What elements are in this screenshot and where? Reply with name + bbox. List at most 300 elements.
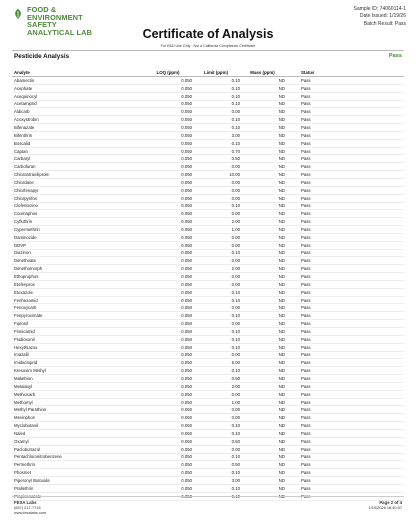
page-subtitle: For R&D Use Only · Not a California Compliance Certificate: [160, 44, 256, 48]
table-row: [12, 383, 404, 391]
cell-loq: 0.050: [181, 132, 192, 138]
cell-limit: 0.00: [231, 164, 240, 170]
table-row: [12, 422, 404, 430]
cell-mass: ND: [278, 274, 285, 280]
table-row: [12, 391, 404, 399]
table-row: [12, 257, 404, 265]
cell-status: Pass: [301, 250, 311, 256]
table-row: [12, 328, 404, 336]
cell-limit: 0.50: [231, 462, 240, 468]
cell-loq: 0.050: [181, 360, 192, 366]
cell-status: Pass: [301, 493, 311, 499]
cell-limit: 2.00: [231, 266, 240, 272]
cell-loq: 0.050: [181, 368, 192, 374]
cell-loq: 0.050: [181, 430, 192, 436]
cell-loq: 0.050: [181, 242, 192, 248]
sample-meta: [354, 6, 406, 28]
cell-status: Pass: [301, 336, 311, 342]
cell-analyte: Methomyl: [14, 399, 33, 405]
cell-analyte: Chlordane: [14, 179, 34, 185]
cell-limit: 0.10: [231, 77, 240, 83]
cell-limit: 5.00: [231, 360, 240, 366]
batch-result: Batch Result: Pass: [363, 20, 406, 27]
cell-limit: 0.10: [231, 250, 240, 256]
cell-limit: 0.00: [231, 195, 240, 201]
table-row: [12, 108, 404, 116]
cell-analyte: Chlorfenapyr: [14, 187, 39, 193]
cell-mass: ND: [278, 250, 285, 256]
cell-mass: ND: [278, 124, 285, 130]
cell-loq: 0.050: [181, 289, 192, 295]
table-row: [12, 85, 404, 93]
cell-status: Pass: [301, 430, 311, 436]
cell-status: Pass: [301, 77, 311, 83]
logo-line: FOOD &: [27, 5, 57, 14]
cell-mass: ND: [278, 368, 285, 374]
cell-mass: ND: [278, 360, 285, 366]
cell-loq: 0.050: [181, 321, 192, 327]
cell-status: Pass: [301, 470, 311, 476]
cell-loq: 0.050: [181, 117, 192, 123]
table-row: [12, 163, 404, 171]
cell-status: Pass: [301, 477, 311, 483]
table-row: [12, 171, 404, 179]
cell-status: Pass: [301, 101, 311, 107]
cell-mass: ND: [278, 187, 285, 193]
table-row: [12, 344, 404, 352]
cell-status: Pass: [301, 274, 311, 280]
cell-status: Pass: [301, 203, 311, 209]
cell-mass: ND: [278, 446, 285, 452]
cell-analyte: Chlorantraniliprole: [14, 172, 49, 178]
print-timestamp: 1/19/2026 16:40:57: [368, 505, 402, 511]
cell-analyte: Fludioxonil: [14, 336, 35, 342]
cell-limit: 0.10: [231, 203, 240, 209]
cell-analyte: Boscalid: [14, 140, 31, 146]
cell-mass: ND: [278, 462, 285, 468]
lab-logo-icon: [12, 8, 24, 20]
cell-limit: 0.10: [231, 93, 240, 99]
cell-loq: 0.050: [181, 219, 192, 225]
cell-analyte: Fenhexamid: [14, 297, 38, 303]
table-row: [12, 375, 404, 383]
cell-loq: 0.050: [181, 391, 192, 397]
logo-line: SAFETY: [27, 20, 57, 30]
cell-mass: ND: [278, 321, 285, 327]
cell-loq: 0.050: [181, 195, 192, 201]
cell-analyte: Piperonyl Butoxide: [14, 477, 50, 483]
cell-limit: 0.00: [231, 187, 240, 193]
cell-analyte: Metalaxyl: [14, 383, 33, 389]
table-row: [12, 367, 404, 375]
footer-website[interactable]: www.fesalabs.com: [14, 510, 47, 516]
footer-phone: (657) 217-7716: [14, 505, 41, 511]
table-row: [12, 297, 404, 305]
cell-status: Pass: [301, 297, 311, 303]
cell-analyte: Prallethrin: [14, 485, 34, 491]
cell-mass: ND: [278, 179, 285, 185]
cell-mass: ND: [278, 226, 285, 232]
cell-mass: ND: [278, 383, 285, 389]
cell-loq: 0.050: [181, 156, 192, 162]
cell-mass: ND: [278, 172, 285, 178]
cell-loq: 0.050: [181, 250, 192, 256]
cell-mass: ND: [278, 415, 285, 421]
cell-analyte: Ethoprophos: [14, 274, 39, 280]
table-row: [12, 234, 404, 242]
table-row: [12, 203, 404, 211]
cell-status: Pass: [301, 172, 311, 178]
cell-loq: 0.050: [181, 226, 192, 232]
date-issued: Date Issued: 1/19/26: [359, 13, 406, 20]
cell-analyte: Etoxazole: [14, 289, 33, 295]
cell-analyte: Permethrin: [14, 462, 36, 468]
cell-mass: ND: [278, 93, 285, 99]
table-row: [12, 359, 404, 367]
cell-limit: 0.50: [231, 375, 240, 381]
cell-loq: 0.050: [181, 211, 192, 217]
cell-status: Pass: [301, 407, 311, 413]
cell-loq: 0.050: [181, 493, 192, 499]
cell-loq: 0.050: [181, 258, 192, 264]
cell-limit: 2.00: [231, 383, 240, 389]
cell-status: Pass: [301, 195, 311, 201]
cell-loq: 0.050: [181, 93, 192, 99]
table-row: [12, 210, 404, 218]
cell-analyte: Paclobutrazol: [14, 446, 41, 452]
cell-limit: 1.00: [231, 399, 240, 405]
table-body: [12, 77, 404, 501]
cell-analyte: Carbaryl: [14, 156, 31, 162]
cell-limit: 0.10: [231, 430, 240, 436]
cell-limit: 0.10: [231, 344, 240, 350]
table-row: [12, 320, 404, 328]
table-row: [12, 312, 404, 320]
cell-loq: 0.050: [181, 164, 192, 170]
cell-analyte: Diazinon: [14, 250, 31, 256]
table-row: [12, 140, 404, 148]
cell-analyte: Aldicarb: [14, 109, 30, 115]
cell-limit: 0.10: [231, 297, 240, 303]
table-row: [12, 265, 404, 273]
cell-status: Pass: [301, 109, 311, 115]
cell-mass: ND: [278, 430, 285, 436]
cell-limit: 0.00: [231, 234, 240, 240]
header-limit: Limit (ppm): [204, 70, 228, 75]
cell-limit: 0.00: [231, 179, 240, 185]
cell-status: Pass: [301, 148, 311, 154]
cell-limit: 0.10: [231, 289, 240, 295]
cell-loq: 0.050: [181, 109, 192, 115]
cell-mass: ND: [278, 85, 285, 91]
cell-mass: ND: [278, 454, 285, 460]
table-row: [12, 304, 404, 312]
pesticide-table: [12, 67, 404, 501]
cell-limit: 0.50: [231, 156, 240, 162]
cell-limit: 0.00: [231, 352, 240, 358]
cell-limit: 0.10: [231, 470, 240, 476]
cell-limit: 0.00: [231, 211, 240, 217]
table-row: [12, 242, 404, 250]
cell-status: Pass: [301, 219, 311, 225]
cell-mass: ND: [278, 336, 285, 342]
cell-analyte: Etofenprox: [14, 281, 35, 287]
table-row: [12, 430, 404, 438]
cell-status: Pass: [301, 266, 311, 272]
cell-limit: 1.00: [231, 226, 240, 232]
cell-status: Pass: [301, 352, 311, 358]
cell-status: Pass: [301, 368, 311, 374]
cell-status: Pass: [301, 305, 311, 311]
cell-mass: ND: [278, 211, 285, 217]
cell-loq: 0.050: [181, 336, 192, 342]
cell-mass: ND: [278, 352, 285, 358]
cell-analyte: Acetamiprid: [14, 101, 37, 107]
table-row: [12, 195, 404, 203]
cell-loq: 0.050: [181, 407, 192, 413]
cell-loq: 0.050: [181, 124, 192, 130]
footer-org: FESA Labs: [14, 500, 37, 505]
table-row: [12, 469, 404, 477]
cell-mass: ND: [278, 328, 285, 334]
table-row: [12, 155, 404, 163]
cell-limit: 0.10: [231, 485, 240, 491]
cell-status: Pass: [301, 375, 311, 381]
header-mass: Mass (ppm): [250, 70, 275, 75]
cell-mass: ND: [278, 101, 285, 107]
cell-status: Pass: [301, 156, 311, 162]
cell-analyte: Bifenazate: [14, 124, 35, 130]
cell-analyte: Propiconazole: [14, 493, 42, 499]
cell-mass: ND: [278, 297, 285, 303]
cell-loq: 0.050: [181, 344, 192, 350]
cell-status: Pass: [301, 132, 311, 138]
cell-loq: 0.050: [181, 423, 192, 429]
cell-loq: 0.050: [181, 415, 192, 421]
table-row: [12, 477, 404, 485]
cell-limit: 0.00: [231, 258, 240, 264]
cell-analyte: Myclobutanil: [14, 423, 38, 429]
table-row: [12, 336, 404, 344]
cell-mass: ND: [278, 203, 285, 209]
cell-analyte: Flonicamid: [14, 328, 35, 334]
cell-mass: ND: [278, 305, 285, 311]
cell-limit: 0.70: [231, 148, 240, 154]
section-title: Pesticide Analysis: [14, 53, 70, 60]
cell-limit: 0.10: [231, 454, 240, 460]
table-row: [12, 446, 404, 454]
cell-status: Pass: [301, 258, 311, 264]
table-row: [12, 414, 404, 422]
cell-mass: ND: [278, 148, 285, 154]
table-row: [12, 289, 404, 297]
cell-status: Pass: [301, 179, 311, 185]
logo-line: ANALYTICAL LAB: [27, 27, 93, 37]
table-row: [12, 454, 404, 462]
cell-mass: ND: [278, 266, 285, 272]
logo-line: ENVIRONMENT: [27, 12, 83, 22]
page-number: Page 2 of 4: [379, 500, 402, 505]
cell-analyte: DDVP: [14, 242, 26, 248]
cell-mass: ND: [278, 438, 285, 444]
cell-status: Pass: [301, 187, 311, 193]
cell-limit: 0.00: [231, 391, 240, 397]
cell-mass: ND: [278, 313, 285, 319]
cell-analyte: Hexythiazox: [14, 344, 38, 350]
cell-status: Pass: [301, 423, 311, 429]
cell-mass: ND: [278, 195, 285, 201]
cell-status: Pass: [301, 438, 311, 444]
cell-loq: 0.050: [181, 85, 192, 91]
cell-mass: ND: [278, 344, 285, 350]
cell-limit: 0.00: [231, 281, 240, 287]
cell-loq: 0.050: [181, 399, 192, 405]
cell-loq: 0.050: [181, 148, 192, 154]
cell-status: Pass: [301, 281, 311, 287]
cell-loq: 0.050: [181, 454, 192, 460]
table-row: [12, 124, 404, 132]
cell-status: Pass: [301, 446, 311, 452]
cell-analyte: Azoxystrobin: [14, 117, 39, 123]
cell-status: Pass: [301, 140, 311, 146]
cell-loq: 0.050: [181, 462, 192, 468]
table-row: [12, 438, 404, 446]
cell-analyte: Captan: [14, 148, 28, 154]
cell-status: Pass: [301, 117, 311, 123]
cell-status: Pass: [301, 391, 311, 397]
table-row: [12, 485, 404, 493]
cell-status: Pass: [301, 211, 311, 217]
cell-loq: 0.050: [181, 101, 192, 107]
cell-mass: ND: [278, 391, 285, 397]
cell-mass: ND: [278, 258, 285, 264]
cell-limit: 0.00: [231, 407, 240, 413]
header-loq: LOQ (ppm): [156, 70, 180, 75]
cell-mass: ND: [278, 156, 285, 162]
header-analyte: Analyte: [14, 70, 30, 75]
cell-status: Pass: [301, 124, 311, 130]
cell-status: Pass: [301, 234, 311, 240]
cell-limit: 0.10: [231, 336, 240, 342]
cell-limit: 10.00: [229, 172, 240, 178]
cell-analyte: Chlorpyrifos: [14, 195, 37, 201]
cell-limit: 0.00: [231, 109, 240, 115]
table-header: [12, 67, 404, 77]
cell-loq: 0.050: [181, 203, 192, 209]
cell-limit: 0.10: [231, 117, 240, 123]
cell-analyte: Carbofuran: [14, 164, 36, 170]
cell-mass: ND: [278, 109, 285, 115]
cell-limit: 0.10: [231, 423, 240, 429]
cell-limit: 2.00: [231, 219, 240, 225]
cell-analyte: Dimethoate: [14, 258, 36, 264]
cell-status: Pass: [301, 360, 311, 366]
table-row: [12, 101, 404, 109]
table-row: [12, 406, 404, 414]
cell-mass: ND: [278, 219, 285, 225]
cell-analyte: Oxamyl: [14, 438, 29, 444]
cell-mass: ND: [278, 375, 285, 381]
cell-analyte: Naled: [14, 430, 26, 436]
cell-limit: 0.10: [231, 313, 240, 319]
cell-mass: ND: [278, 493, 285, 499]
table-row: [12, 218, 404, 226]
cell-status: Pass: [301, 462, 311, 468]
cell-status: Pass: [301, 93, 311, 99]
cell-loq: 0.050: [181, 77, 192, 83]
cell-mass: ND: [278, 485, 285, 491]
table-row: [12, 179, 404, 187]
cell-analyte: Cypermethrin: [14, 226, 40, 232]
cell-loq: 0.050: [181, 297, 192, 303]
cell-status: Pass: [301, 313, 311, 319]
cell-limit: 0.10: [231, 101, 240, 107]
cell-analyte: Fipronil: [14, 321, 29, 327]
table-row: [12, 132, 404, 140]
cell-loq: 0.050: [181, 266, 192, 272]
cell-analyte: Cyfluthrin: [14, 219, 33, 225]
cell-mass: ND: [278, 281, 285, 287]
cell-status: Pass: [301, 415, 311, 421]
table-row: [12, 148, 404, 156]
footer-page-info: [368, 500, 402, 510]
cell-loq: 0.050: [181, 274, 192, 280]
cell-analyte: Methyl Parathion: [14, 407, 47, 413]
table-row: [12, 93, 404, 101]
cell-status: Pass: [301, 164, 311, 170]
cell-status: Pass: [301, 321, 311, 327]
cell-analyte: Imidacloprid: [14, 360, 38, 366]
cell-analyte: Acequinocyl: [14, 93, 38, 99]
cell-mass: ND: [278, 140, 285, 146]
table-row: [12, 281, 404, 289]
cell-analyte: Bifenthrin: [14, 132, 33, 138]
cell-limit: 0.10: [231, 368, 240, 374]
cell-analyte: Dimethomorph: [14, 266, 43, 272]
cell-status: Pass: [301, 226, 311, 232]
cell-mass: ND: [278, 132, 285, 138]
cell-status: Pass: [301, 242, 311, 248]
cell-loq: 0.050: [181, 179, 192, 185]
cell-analyte: Acephate: [14, 85, 33, 91]
cell-mass: ND: [278, 470, 285, 476]
cell-loq: 0.050: [181, 352, 192, 358]
cell-mass: ND: [278, 407, 285, 413]
cell-limit: 0.00: [231, 305, 240, 311]
cell-limit: 0.00: [231, 415, 240, 421]
cell-limit: 0.10: [231, 85, 240, 91]
cell-loq: 0.050: [181, 187, 192, 193]
table-row: [12, 226, 404, 234]
cell-mass: ND: [278, 164, 285, 170]
cell-limit: 0.00: [231, 242, 240, 248]
cell-loq: 0.050: [181, 281, 192, 287]
header-status: Status: [301, 70, 315, 75]
cell-mass: ND: [278, 242, 285, 248]
cell-limit: 3.00: [231, 132, 240, 138]
cell-mass: ND: [278, 477, 285, 483]
cell-analyte: Clofentezine: [14, 203, 38, 209]
section-header: [12, 50, 404, 63]
cell-analyte: Methiocarb: [14, 391, 36, 397]
cell-limit: 0.10: [231, 493, 240, 499]
cell-limit: 0.50: [231, 438, 240, 444]
cell-limit: 3.00: [231, 477, 240, 483]
table-row: [12, 273, 404, 281]
cell-status: Pass: [301, 485, 311, 491]
cell-loq: 0.050: [181, 477, 192, 483]
cell-analyte: Coumaphos: [14, 211, 38, 217]
